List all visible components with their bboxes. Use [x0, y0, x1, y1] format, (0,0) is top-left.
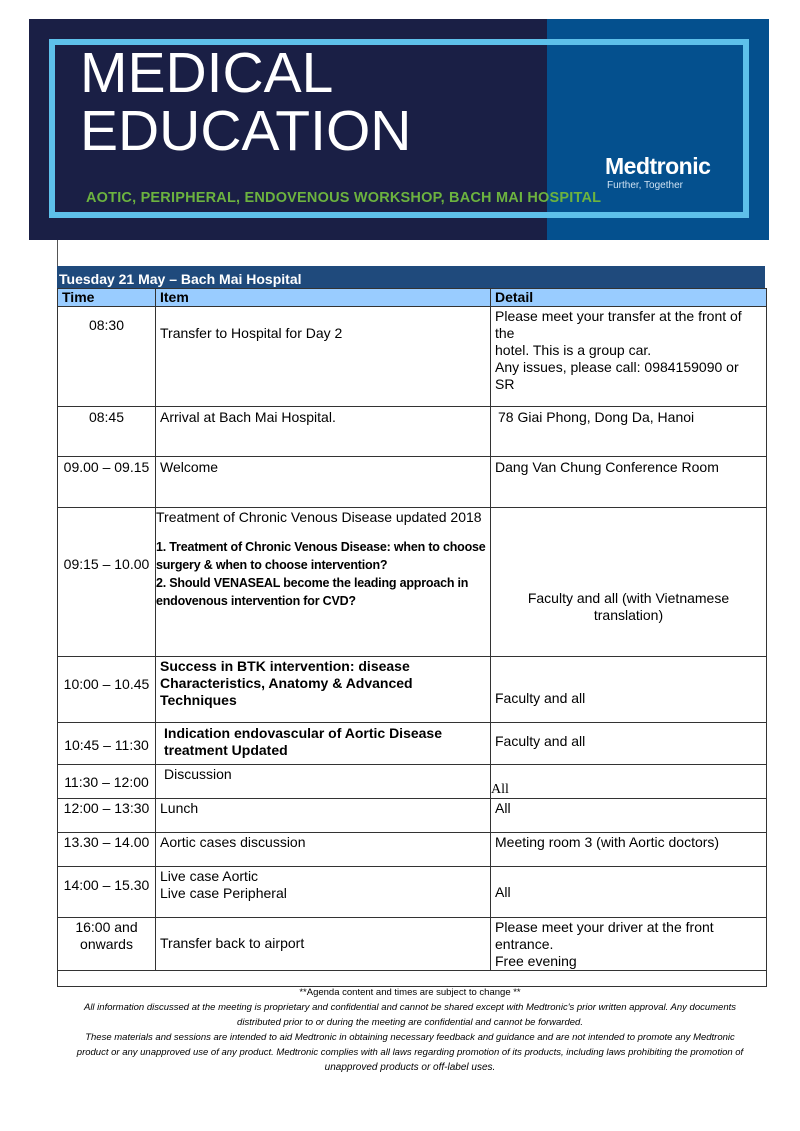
detail-text: All: [495, 800, 511, 816]
table-row: [58, 657, 767, 723]
time-cell: 08:30: [58, 307, 156, 407]
detail-text: Any issues, please call: 0984159090 or: [495, 359, 739, 375]
item-text: Lunch: [160, 800, 199, 816]
table-row: [58, 867, 767, 918]
detail-cell: [491, 833, 767, 867]
time-cell: 09.00 – 09.15: [58, 457, 156, 508]
table-row: [58, 307, 767, 407]
medtronic-logo: Medtronic: [605, 153, 711, 179]
item-text: Live case Aortic: [160, 868, 259, 884]
table-row: [58, 799, 767, 833]
detail-cell: [491, 457, 767, 508]
item-cell: [156, 799, 491, 833]
item-cell: [156, 407, 491, 457]
item-cell: [156, 723, 491, 765]
time-cell: 14:00 – 15.30: [58, 867, 156, 918]
item-text: Transfer back to airport: [160, 935, 305, 951]
detail-text: translation): [593, 607, 664, 623]
item-text: Transfer to Hospital for Day 2: [160, 325, 343, 341]
time-cell: 10:00 – 10.45: [58, 657, 156, 723]
confidentiality-notice: distributed prior to or during the meeting are confidential and cannot be forwarded.: [237, 1017, 583, 1028]
detail-cell: [491, 307, 767, 407]
item-cell: [156, 833, 491, 867]
detail-text: Meeting room 3 (with Aortic doctors): [495, 834, 720, 850]
table-row: [58, 407, 767, 457]
detail-text: All: [491, 782, 509, 797]
time-text: onwards: [80, 936, 133, 952]
time-cell: 10:45 – 11:30: [58, 723, 156, 765]
page-title: [80, 41, 412, 163]
session-heading: Treatment of Chronic Venous Disease updated 2018: [156, 509, 482, 525]
item-text: Live case Peripheral: [160, 885, 287, 901]
title-line-2: EDUCATION: [80, 99, 412, 163]
item-text: Aortic cases discussion: [160, 834, 306, 850]
item-text: Discussion: [164, 766, 232, 782]
title-line-1: MEDICAL: [80, 41, 334, 105]
agenda-note: **Agenda content and times are subject to change **: [299, 987, 521, 998]
detail-cell: [491, 867, 767, 918]
detail-text: SR: [495, 376, 515, 392]
item-text: Characteristics, Anatomy & Advanced: [160, 675, 413, 691]
divider: [57, 240, 58, 267]
item-text: Techniques: [160, 692, 237, 708]
time-cell: 11:30 – 12:00: [58, 765, 156, 799]
disclaimer: unapproved products or off-label uses.: [324, 1062, 496, 1073]
session-topic: 1. Treatment of Chronic Venous Disease: when to choose: [156, 540, 486, 554]
detail-text: entrance.: [495, 936, 554, 952]
detail-text: Faculty and all (with Vietnamese: [527, 590, 730, 606]
item-text: Arrival at Bach Mai Hospital.: [160, 409, 336, 425]
item-text: treatment Updated: [164, 742, 288, 758]
detail-cell: [491, 657, 767, 723]
item-cell: [156, 307, 491, 407]
table-row: [58, 723, 767, 765]
disclaimer: product or any unapproved use of any product. Medtronic complies with all laws regarding promotion of its products, including laws prohibiting the promotion of: [76, 1047, 744, 1058]
detail-cell: [491, 799, 767, 833]
detail-cell: [491, 407, 767, 457]
disclaimer: These materials and sessions are intended to aid Medtronic in obtaining necessary feedback and guidance and are not intended to promote any Medtronic: [85, 1032, 735, 1043]
detail-text: Please meet your driver at the front: [495, 919, 714, 935]
table-row: [58, 508, 767, 657]
time-cell: 13.30 – 14.00: [58, 833, 156, 867]
day-title: Tuesday 21 May – Bach Mai Hospital: [57, 266, 765, 288]
agenda-table: [57, 288, 767, 987]
detail-text: Please meet your transfer at the front of: [495, 308, 742, 324]
column-header-time: Time: [58, 289, 156, 307]
time-cell: [58, 918, 156, 971]
table-row: [58, 918, 767, 971]
detail-text: All: [495, 884, 511, 900]
session-topic: 2. Should VENASEAL become the leading approach in: [156, 576, 469, 590]
column-header-detail: Detail: [491, 289, 767, 307]
confidentiality-notice: All information discussed at the meeting is proprietary and confidential and cannot be shared except with Medtronic's prior written approval. Any documents: [83, 1002, 737, 1013]
item-cell: [156, 657, 491, 723]
time-cell: 08:45: [58, 407, 156, 457]
session-topic: surgery & when to choose intervention?: [156, 558, 388, 572]
item-text: Indication endovascular of Aortic Disease: [164, 725, 443, 741]
table-row: [58, 457, 767, 508]
detail-text: Free evening: [495, 953, 577, 969]
detail-text: Faculty and all: [495, 733, 586, 749]
detail-cell: [491, 918, 767, 971]
detail-cell: [491, 723, 767, 765]
session-topic: endovenous intervention for CVD?: [156, 594, 356, 608]
item-cell: [156, 918, 491, 971]
detail-cell: [491, 508, 767, 657]
item-cell: [156, 867, 491, 918]
detail-cell: [491, 765, 767, 799]
time-text: 16:00 and: [75, 919, 138, 935]
time-cell: 09:15 – 10.00: [58, 508, 156, 657]
item-text: Success in BTK intervention: disease: [160, 658, 410, 674]
detail-text: hotel. This is a group car.: [495, 342, 652, 358]
detail-text: Faculty and all: [495, 690, 586, 706]
column-header-item: Item: [156, 289, 491, 307]
item-cell: [156, 508, 491, 657]
detail-text: the: [495, 325, 515, 341]
medtronic-tagline: Further, Together: [607, 180, 683, 191]
table-row: [58, 765, 767, 799]
detail-text: Dang Van Chung Conference Room: [495, 459, 719, 475]
item-cell: [156, 457, 491, 508]
item-text: Welcome: [160, 459, 219, 475]
detail-text: 78 Giai Phong, Dong Da, Hanoi: [498, 409, 695, 425]
table-header-row: [58, 289, 767, 307]
table-row: [58, 833, 767, 867]
footer: [40, 985, 780, 1075]
time-cell: 12:00 – 13:30: [58, 799, 156, 833]
item-cell: [156, 765, 491, 799]
workshop-subtitle: AOTIC, PERIPHERAL, ENDOVENOUS WORKSHOP, BACH MAI HOSPITAL: [86, 190, 602, 206]
